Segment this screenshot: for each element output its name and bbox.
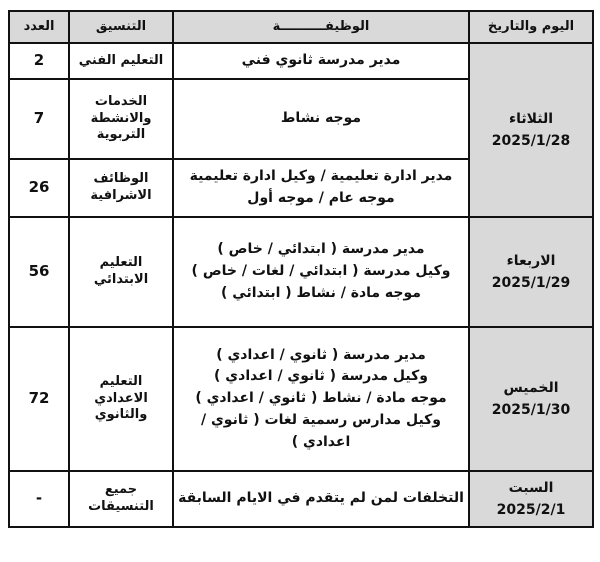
job-cell [173, 327, 469, 471]
coordination-line: جميع [104, 482, 138, 498]
coordination-line: الاشرافية [90, 188, 152, 203]
table-row [9, 217, 593, 327]
coordination-line: التنسيقات [88, 499, 154, 514]
day-date: 2025/1/28 [491, 133, 571, 149]
count-cell: 2 [9, 43, 69, 79]
coordination-line: التعليم [99, 255, 143, 271]
coordination-line: الاعدادي [94, 390, 148, 406]
job-line: وكيل مدارس رسمية لغات ( ثانوي / اعدادي ) [200, 411, 442, 450]
job-line: موجه نشاط [280, 110, 362, 127]
coordination-cell [69, 471, 173, 527]
coordination-cell [69, 327, 173, 471]
coordination-cell [69, 43, 173, 79]
job-cell [173, 43, 469, 79]
coordination-line: الخدمات [94, 93, 148, 109]
count-cell: - [9, 471, 69, 527]
job-cell [173, 159, 469, 217]
day-date: 2025/1/29 [491, 275, 571, 291]
table-row [9, 327, 593, 471]
count-cell: 72 [9, 327, 69, 471]
header-row [9, 11, 593, 43]
job-line: وكيل مدرسة ( ثانوي / اعدادي ) [214, 368, 428, 385]
coordination-line: التعليم [99, 373, 143, 389]
day-cell-tuesday [469, 43, 593, 217]
count-cell: 56 [9, 217, 69, 327]
job-line: مدير مدرسة ( ابتدائي / خاص ) [217, 241, 425, 258]
coordination-cell [69, 217, 173, 327]
coordination-line: التعليم الفني [78, 52, 164, 68]
job-line: موجه مادة / نشاط ( ثانوي / اعدادي ) [195, 390, 447, 407]
table-row [9, 471, 593, 527]
table-row [9, 43, 593, 79]
day-cell-saturday [469, 471, 593, 527]
coordination-line: والانشطة [90, 110, 152, 126]
count-cell: 26 [9, 159, 69, 217]
day-name: الثلاثاء [508, 110, 554, 127]
job-line: موجه مادة / نشاط ( ابتدائي ) [221, 284, 421, 301]
coordination-line: التربوية [96, 127, 146, 143]
job-line: التخلفات لمن لم يتقدم في الايام السابقة [178, 490, 464, 507]
coordination-cell [69, 79, 173, 159]
coordination-line: الوظائف [93, 171, 149, 187]
header-coordination: التنسيق [69, 11, 173, 43]
job-cell [173, 471, 469, 527]
schedule-table [8, 10, 594, 528]
coordination-cell [69, 159, 173, 217]
job-cell [173, 79, 469, 159]
job-cell [173, 217, 469, 327]
header-count: العدد [9, 11, 69, 43]
day-name: الخميس [503, 379, 559, 396]
day-name: السبت [508, 479, 554, 496]
job-line: وكيل مدرسة ( ابتدائي / لغات / خاص ) [191, 263, 451, 280]
job-line: مدير مدرسة ( ثانوي / اعدادي ) [216, 346, 426, 363]
coordination-line: الابتدائي [93, 272, 149, 287]
job-line: مدير مدرسة ثانوي فني [241, 52, 401, 69]
day-name: الاربعاء [506, 252, 556, 269]
day-cell-thursday [469, 327, 593, 471]
schedule-table-frame [8, 10, 592, 554]
day-date: 2025/1/30 [491, 402, 571, 418]
header-day-date: اليوم والتاريخ [469, 11, 593, 43]
count-cell: 7 [9, 79, 69, 159]
coordination-line: والثانوي [94, 407, 148, 423]
header-job: الوظيفــــــــــة [173, 11, 469, 43]
day-cell-wednesday [469, 217, 593, 327]
job-line: موجه عام / موجه أول [247, 190, 395, 206]
day-date: 2025/2/1 [496, 502, 566, 518]
job-line: مدير ادارة تعليمية / وكيل ادارة تعليمية [189, 168, 453, 185]
